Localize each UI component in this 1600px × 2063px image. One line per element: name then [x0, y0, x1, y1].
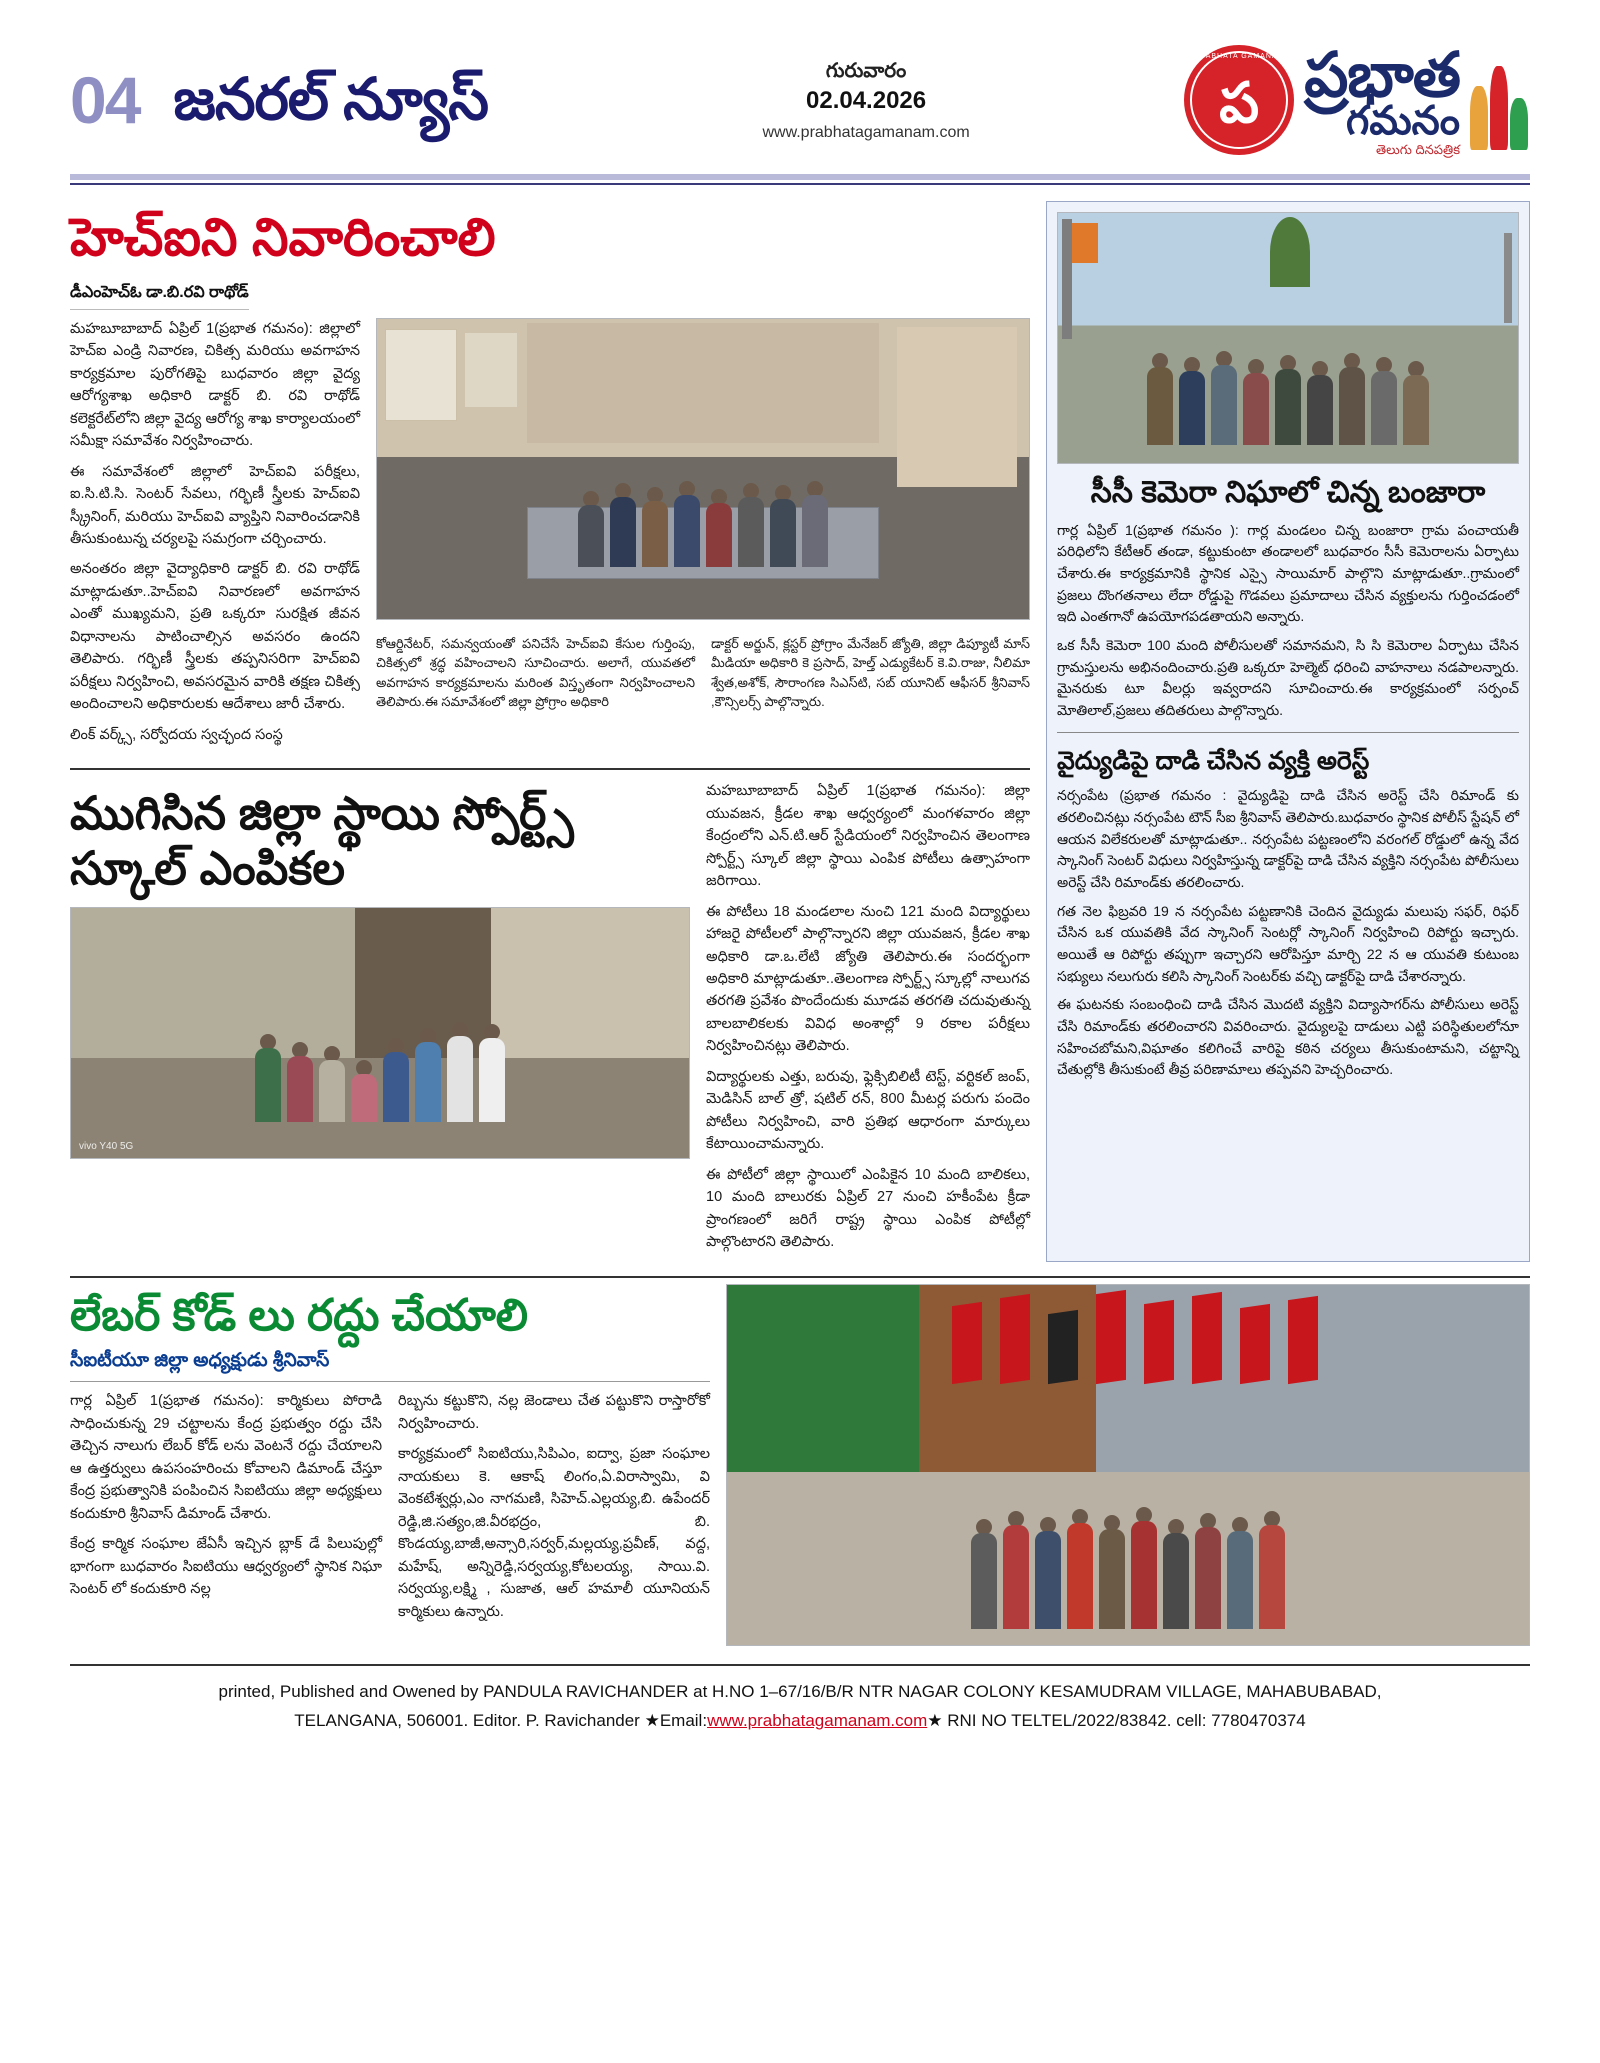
brand-emblem-icon	[1184, 45, 1294, 155]
footer	[70, 1664, 1530, 1736]
flame-icon	[1470, 50, 1530, 150]
footer-email-label: Email:	[659, 1710, 708, 1730]
paragraph: ఒక సీసీ కెమెరా 100 మంది పోలీసులతో సమానమని, సి సి కెమెరాల ఏర్పాటు చేసిన గ్రామస్తులను అభినందించారు.ప్రతి ఒక్కరూ హెల్మెట్ ధరించి వాహనాలు నడపాలన్నారు. మైనరుకు టూ వీలర్లు ఇవ్వరాదని సూచించారు.ఈ కార్యక్రమంలో సర్పంచ్ మోతిలాల్,ప్రజలు తదితరులు పాల్గొన్నారు.	[1057, 636, 1519, 718]
story-hiv-text	[70, 318, 360, 754]
masthead-rule	[70, 174, 1530, 180]
paragraph: గార్ల ఏప్రిల్ 1(ప్రభాత గమనం ): గార్ల మండలం చిన్న బంజారా గ్రామ పంచాయతీ పరిధిలోని కేటీఆర్ తండా, కట్టుకుంటా తండాలలో బుధవారం సీసీ కెమెరాలను ఏర్పాటు చేశారు.ఈ కార్యక్రమానికి స్థానిక ఎస్సై సాయిమార్ పాల్గొని మాట్లాడుతూ..గ్రామంలో ప్రజలు దొంగతనాలు లేదా రోడ్డుపై గొడవలు ప్రమాదాలు చేసిన వ్యక్తులను గుర్తించడంలో ఇది ఎంతగానో ఉపయోగపడతాయని అన్నారు.	[1057, 521, 1519, 625]
content-area	[0, 185, 1600, 1262]
website-url[interactable]: www.prabhatagamanam.com	[762, 123, 970, 141]
sidebar-story1-text	[1057, 520, 1519, 722]
emblem-ring	[1190, 51, 1288, 149]
sidebar-column	[1046, 201, 1530, 1262]
date-value: 02.04.2026	[806, 87, 927, 115]
footer-line2	[70, 1707, 1530, 1736]
date-day: గురువారం	[825, 60, 907, 83]
star-icon-2: ★	[927, 1710, 943, 1730]
story-labour-text-left	[70, 1390, 382, 1631]
photo-caption-left: కోఆర్డినేటర్, సమన్వయంతో పనిచేసే హెచ్‌ఐవి కేసుల గుర్తింపు, చికిత్సలో శ్రద్ధ వహించాలని సూచించారు. అలాగే, యువతలో అవగాహన కార్యక్రమాలను మరింత విస్తృతంగా నిర్వహించాలని తెలిపారు.ఈ సమావేశంలో జిల్లా ప్రోగ్రాం అధికారి	[376, 635, 695, 710]
brand-name-line1: ప్రభాత	[1304, 40, 1460, 110]
paragraph: మహబూబాబాద్ ఏప్రిల్ 1(ప్రభాత గమనం): జిల్లాలో హెచ్‌ఐ ఎండ్రి నివారణ, చికిత్స మరియు అవగాహన కార్యక్రమాల పురోగతిపై బుధవారం జిల్లా వైద్య ఆరోగ్యశాఖ అధికారి డాక్టర్ బి. రవి రాథోడ్ కలెక్టరేట్‌లోని జిల్లా వైద్య ఆరోగ్య శాఖ కార్యాలయంలో సమీక్షా సమావేశం నిర్వహించారు.	[70, 320, 360, 450]
footer-rni: RNI NO TELTEL/2022/83842. cell: 7780470374	[942, 1710, 1306, 1730]
story-labour-byline: సీఐటీయూ జిల్లా అధ్యక్షుడు శ్రీనివాస్	[70, 1350, 710, 1382]
sports-photo	[70, 907, 690, 1159]
main-column	[70, 201, 1030, 1262]
photo-watermark: vivo Y40 5G	[79, 1140, 134, 1152]
story-hiv-headline: హెచ్‌ఐని నివారించాలి	[70, 209, 496, 267]
footer-editor: TELANGANA, 506001. Editor. P. Ravichander	[294, 1710, 645, 1730]
paragraph: కార్యక్రమంలో సిఐటియు,సిపిఎం, ఐద్వా, ప్రజా సంఘాల నాయకులు కె. ఆకాష్ లింగం,ఏ.విరాస్వామి, వి వెంకటేశ్వర్లు,ఎం నాగమణి, సిహెచ్.ఎల్లయ్య,బి. ఉపేందర్ రెడ్డి,జి.సత్యం,జి.వీరభద్రం, బి. కొండయ్య,బాజీ,అన్సారి,సర్వర్,మల్లయ్య,ప్రవీణ్, వద్ద, మహేష్, అన్నిరెడ్డి,సర్వయ్య,కోటలయ్య, సాయి.వి. సర్వయ్య,లక్ష్మి , సుజాత, ఆల్ హమాలీ యూనియన్ కార్మికులు ఉన్నారు.	[398, 1446, 710, 1620]
star-icon: ★	[644, 1710, 660, 1730]
story-sports-headline: ముగిసిన జిల్లా స్థాయి స్పోర్ట్స్ స్కూల్ ఎంపికల	[70, 787, 574, 895]
sidebar-story1-headline: సీసీ కెమెరా నిఘాలో చిన్న బంజారా	[1090, 476, 1486, 509]
story-labour-headline: లేబర్ కోడ్ లు రద్దు చేయాలి	[70, 1290, 529, 1340]
story-hiv-byline: డీఎంహెచ్‌ఓ డా.బి.రవి రాథోడ్	[70, 283, 249, 310]
story-separator	[70, 768, 1030, 770]
date-block	[548, 58, 1184, 141]
paragraph: రిబ్బను కట్టుకొని, నల్ల జెండాలు చేత పట్టుకొని రాస్తారోకో నిర్వహించారు.	[398, 1393, 710, 1432]
story-sports	[70, 780, 1030, 1261]
paragraph: ఈ పోటీలు 18 మండలాల నుంచి 121 మంది విద్యార్థులు హాజరై పోటీలలో పాల్గొన్నారని జిల్లా యువజన, క్రీడల శాఖ అధికారి డా.ఒ.లేటి జ్యోతి తెలిపారు.ఈ సందర్భంగా అధికారి మాట్లాడుతూ..తెలంగాణ స్పోర్ట్స్ స్కూల్లో నాలుగవ తరగతి ప్రవేశం పొందేందుకు మూడవ తరగతి చదువుతున్న బాలబాలికలకు వివిధ అంశాల్లో 9 రకాల పరీక్షలు నిర్వహించినట్లు తెలిపారు.	[706, 903, 1030, 1055]
paragraph: గార్ల ఏప్రిల్ 1(ప్రభాత గమనం): కార్మికులు పోరాడి సాధించుకున్న 29 చట్టాలను కేంద్ర ప్రభుత్వం రద్దు చేసి తెచ్చిన నాలుగు లేబర్ కోడ్ లను వెంటనే రద్దు చేయాలని ఆ ఉత్తర్వులు ఉపసంహరించు కోవాలని డిమాండ్ చేస్తూ కేంద్ర ప్రభుత్వానికి పంపించిన సిఐటియు జిల్లా అధ్యక్షులు కందుకూరి శ్రీనివాస్ డిమాండ్ చేశారు.	[70, 1393, 382, 1522]
photo-caption-right: డాక్టర్ అర్జున్, క్లస్టర్ ప్రోగ్రాం మేనేజర్ జ్యోతి, జిల్లా డిప్యూటీ మాస్ మీడియా అధికారి కె ప్రసాద్, హెల్త్ ఎడ్యుకేటర్ కె.వి.రాజు, నీలిమా శ్వేత,అశోక్, సౌరాంగణ సిఎస్‌టి, సబ్ యూనిట్ ఆఫీసర్ శ్రీనివాస్ ,కౌన్సిలర్స్ పాల్గొన్నారు.	[711, 635, 1030, 710]
paragraph: ఈ పోటీలో జిల్లా స్థాయిలో ఎంపికైన 10 మంది బాలికలు, 10 మంది బాలురకు ఏప్రిల్ 27 నుంచి హకీంపేట క్రీడా ప్రాంగణంలో జరిగే రాష్ట్ర స్థాయి ఎంపిక పోటీల్లో పాల్గొంటారని తెలిపారు.	[706, 1166, 1030, 1251]
brand-tagline: తెలుగు దినపత్రిక	[1375, 141, 1460, 157]
brand-logo	[1184, 40, 1530, 157]
story-labour	[0, 1278, 1600, 1646]
sidebar-story2-text	[1057, 785, 1519, 1081]
paragraph: గత నెల ఫిబ్రవరి 19 న నర్సంపేట పట్టణానికి చెందిన వైద్యుడు మలుపు సఫర్, రిఫర్ చేసిన ఒక యువతికి వేద స్కానింగ్ సెంటర్లో స్కానింగ్ నిర్వహించి రిపోర్టు ఇచ్చారు. అయితే ఆ రిపోర్టు తప్పుగా ఇచ్చారని ఆరోపిస్తూ మార్చి 22 న ఆ యువతి కుటుంబ సభ్యులు నలుగురు కలిసి స్కానింగ్ సెంటర్‌కు వచ్చి డాక్టర్‌పై దాడి చేశారన్నారు.	[1057, 902, 1519, 984]
emblem-ring-text: PRABHATA GAMANAM	[1193, 53, 1285, 60]
paragraph: ఈ ఘటనకు సంబంధించి దాడి చేసిన మొదటి వ్యక్తిని విద్యాసాగర్‌ను పోలీసులు అరెస్ట్ చేసి రిమాండ్‌కు తరలించారని వివరించారు. వైద్యులపై దాడులు ఎట్టి పరిస్థితులలోనూ సహించబోమని,విఘాతం కలిగించే వారిపై కఠిన చర్యలు తీసుకుంటామని, చట్టాన్ని చేతుల్లోకి తీసుకుంటే తీవ్ర పరిణామాలు తప్పవని హెచ్చరించారు.	[1057, 996, 1519, 1078]
story-hiv-photo-col	[376, 318, 1030, 754]
masthead	[0, 0, 1600, 160]
sidebar-story2-headline: వైద్యుడిపై దాడి చేసిన వ్యక్తి అరెస్ట్	[1057, 746, 1370, 775]
section-title: జనరల్ న్యూస్	[173, 67, 488, 132]
paragraph: విద్యార్థులకు ఎత్తు, బరువు, ఫ్లెక్సిబిలిటీ టెస్ట్, వర్టికల్ జంప్, మెడిసిన్ బాల్ త్రో, షటిల్ రన్, 800 మీటర్ల పరుగు పందెం పోటీలు నిర్వహించి, వారి ప్రతిభ ఆధారంగా మార్కులు కేటాయించామన్నారు.	[706, 1068, 1030, 1153]
meeting-photo	[376, 318, 1030, 620]
paragraph: ఈ సమావేశంలో జిల్లాలో హెచ్‌ఐవి పరీక్షలు, ఐ.సి.టి.సి. సెంటర్ సేవలు, గర్భిణీ స్త్రీలకు హెచ్‌ఐవి స్క్రీనింగ్, మరియు హెచ్‌ఐవి వ్యాప్తిని నివారించడానికి తీసుకుంటున్న చర్యలపై సమగ్రంగా చర్చించారు.	[70, 463, 360, 548]
brand-name-line2: గమనం	[1346, 98, 1460, 143]
paragraph: మహబూబాబాద్ ఏప్రిల్ 1(ప్రభాత గమనం): జిల్లా యువజన, క్రీడల శాఖ ఆధ్వర్యంలో మంగళవారం జిల్లా కేంద్రంలోని ఎన్.టి.ఆర్ స్టేడియంలో నిర్వహించిన తెలంగాణ స్పోర్ట్స్ స్కూల్ జిల్లా స్థాయి ఎంపిక పోటీలు ఉత్సాహంగా జరిగాయి.	[706, 783, 1030, 890]
emblem-glyph: ప	[1219, 71, 1260, 134]
sidebar-separator	[1057, 732, 1519, 733]
protest-photo	[726, 1284, 1530, 1646]
paragraph: కేంద్ర కార్మిక సంఘాల జేఏసీ ఇచ్చిన బ్లాక్ డే పిలుపుల్లో భాగంగా బుధవారం సిఐటియు ఆధ్వర్యంలో స్థానిక నిఘా సెంటర్ లో కందుకూరి నల్ల	[70, 1536, 382, 1598]
story-sports-text	[706, 780, 1030, 1261]
footer-email-link[interactable]: www.prabhatagamanam.com	[707, 1710, 928, 1730]
paragraph: లింక్ వర్క్స్, సర్వోదయ స్వచ్ఛంద సంస్థ	[70, 726, 283, 743]
story-labour-text-right	[398, 1390, 710, 1631]
story-hiv	[70, 209, 1030, 754]
page-number: 04	[70, 63, 140, 137]
paragraph: అనంతరం జిల్లా వైద్యాధికారి డాక్టర్ బి. రవి రాథోడ్ మాట్లాడుతూ..హెచ్‌ఐవి నివారణలో అవగాహన ఎంతో ముఖ్యమని, ప్రతి ఒక్కరూ సురక్షిత జీవన విధానాలను పాటించాల్సిన అవసరం ఉందని తెలిపారు. గర్భిణీ స్త్రీలకు తప్పనిసరిగా హెచ్‌ఐవి పరీక్షలు నిర్వహించి, అవసరమైన వారికి తక్షణ చికిత్స అందించాలని అధికారులకు ఆదేశాలు జారీ చేశారు.	[70, 561, 360, 713]
brand-wordmark	[1304, 40, 1460, 157]
paragraph: నర్సంపేట (ప్రభాత గమనం : వైద్యుడిపై దాడి చేసిన అరెస్ట్ చేసి రిమాండ్ కు తరలించినట్లు నర్సంపేట టౌన్ సీఐ శ్రీనివాస్ తెలిపారు.బుధవారం స్థానిక పోలీస్ స్టేషన్ లో ఆయన విలేకరులతో మాట్లాడుతూ.. నర్సంపేట పట్టణంలోని వరంగల్ రోడ్డులో ఉన్న వేద స్కానింగ్ సెంటర్ విధులు నిర్వహిస్తున్న డాక్టర్‌పై దాడి చేసిన వ్యక్తిని నర్సంపేట పోలీసులు అరెస్ట్ చేసి రిమాండ్‌కు తరలించారు.	[1057, 787, 1519, 890]
cctv-group-photo	[1057, 212, 1519, 464]
footer-line1: printed, Published and Owened by PANDULA RAVICHANDER at H.NO 1–67/16/B/R NTR NAGAR COLONY KESAMUDRAM VILLAGE, MAHABUBABAD,	[218, 1681, 1382, 1701]
